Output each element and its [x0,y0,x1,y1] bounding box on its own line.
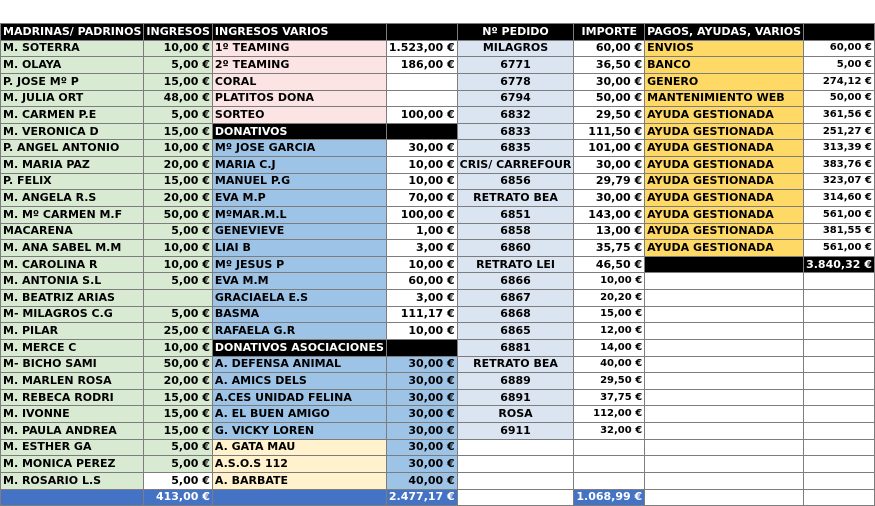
cell-col-ingresos-varios-importe[interactable]: 100,00 € [386,107,457,124]
cell-col-madrinas[interactable]: M. OLAYA [1,57,144,74]
cell-col-pedido[interactable]: 6860 [457,240,574,257]
cell-col-madrinas[interactable]: M. MONICA PEREZ [1,456,144,473]
cell-col-importe[interactable]: 29,79 € [574,173,645,190]
table-row [1,306,875,323]
cell-col-ingresos-varios-importe[interactable]: 3,00 € [386,240,457,257]
cell-col-ingresos-varios-importe[interactable]: 10,00 € [386,323,457,340]
cell-col-pagos[interactable] [645,406,804,423]
cell-col-ingresos-varios-importe[interactable]: 40,00 € [386,472,457,489]
cell-col-ingresos[interactable]: 10,00 € [144,40,213,57]
cell-col-importe[interactable]: 12,00 € [574,323,645,340]
cell-col-pagos[interactable]: AYUDA GESTIONADA [645,240,804,257]
cell-col-pedido[interactable]: 6858 [457,223,574,240]
cell-col-pedido[interactable]: 6835 [457,140,574,157]
cell-col-pagos[interactable] [645,339,804,356]
cell-col-ingresos[interactable]: 5,00 € [144,306,213,323]
cell-col-pagos-importe[interactable]: 383,76 € [804,157,875,174]
cell-col-ingresos-varios-importe[interactable]: 111,17 € [386,306,457,323]
cell-col-pagos[interactable] [645,273,804,290]
cell-col-pagos-importe[interactable]: 251,27 € [804,123,875,140]
cell-col-pagos[interactable] [645,456,804,473]
cell-col-pagos-importe[interactable] [804,423,875,440]
cell-col-pedido[interactable]: 6891 [457,389,574,406]
cell-col-pedido[interactable]: CRIS/ CARREFOUR [457,157,574,174]
cell-col-madrinas[interactable]: M. ANA SABEL M.M [1,240,144,257]
cell-col-madrinas[interactable]: M. REBECA RODRI [1,389,144,406]
cell-col-pagos[interactable] [645,439,804,456]
cell-col-ingresos[interactable]: 50,00 € [144,356,213,373]
cell-col-ingresos-varios[interactable]: MARIA C.J [212,157,386,174]
table-row [1,456,875,473]
cell-col-importe[interactable]: 20,20 € [574,290,645,307]
table-row [1,273,875,290]
cell-col-ingresos[interactable]: 5,00 € [144,273,213,290]
cell-col-ingresos[interactable]: 15,00 € [144,389,213,406]
cell-col-importe[interactable]: 60,00 € [574,40,645,57]
cell-col-ingresos-varios[interactable]: G. VICKY LOREN [212,423,386,440]
cell-col-madrinas[interactable]: M. MERCE C [1,339,144,356]
cell-col-importe[interactable]: 35,75 € [574,240,645,257]
cell-col-madrinas[interactable]: M. ROSARIO L.S [1,472,144,489]
cell-col-ingresos-varios-importe[interactable] [386,73,457,90]
cell-col-ingresos-varios[interactable]: A.CES UNIDAD FELINA [212,389,386,406]
cell-col-pedido[interactable]: 6911 [457,423,574,440]
cell-col-importe[interactable] [574,472,645,489]
table-row [1,173,875,190]
cell-col-ingresos-varios-importe[interactable]: 3,00 € [386,290,457,307]
cell-col-pedido[interactable]: RETRATO LEI [457,256,574,273]
cell-col-madrinas[interactable]: M- BICHO SAMI [1,356,144,373]
table-row [1,439,875,456]
cell-col-pagos[interactable] [645,323,804,340]
cell-col-madrinas[interactable]: M. BEATRIZ ARIAS [1,290,144,307]
cell-col-pedido[interactable] [457,456,574,473]
cell-col-importe[interactable]: 30,00 € [574,190,645,207]
cell-col-madrinas[interactable]: M. Mº CARMEN M.F [1,206,144,223]
cell-col-ingresos-varios[interactable]: DONATIVOS [212,123,386,140]
cell-col-ingresos-varios[interactable]: Mº JESUS P [212,256,386,273]
cell-col-ingresos-varios-importe[interactable]: 30,00 € [386,423,457,440]
cell-col-ingresos-varios-importe[interactable]: 100,00 € [386,206,457,223]
cell-col-ingresos-varios[interactable]: A. EL BUEN AMIGO [212,406,386,423]
cell-col-ingresos-varios-importe[interactable]: 30,00 € [386,140,457,157]
cell-col-ingresos-varios-importe[interactable]: 1.523,00 € [386,40,457,57]
cell-col-ingresos[interactable]: 15,00 € [144,123,213,140]
cell-col-pagos-importe[interactable] [804,439,875,456]
cell-col-pagos-importe[interactable]: 561,00 € [804,240,875,257]
cell-col-pagos[interactable] [645,389,804,406]
cell-col-pedido[interactable]: 6868 [457,306,574,323]
cell-col-importe[interactable]: 13,00 € [574,223,645,240]
cell-col-pagos-importe[interactable]: 561,00 € [804,206,875,223]
table-row [1,406,875,423]
cell-col-pagos-importe[interactable]: 361,56 € [804,107,875,124]
cell-col-ingresos-varios-importe[interactable]: 1,00 € [386,223,457,240]
cell-col-ingresos-varios[interactable]: SORTEO [212,107,386,124]
table-row [1,107,875,124]
table-row [1,256,875,273]
cell-col-pedido[interactable]: 6881 [457,339,574,356]
header-col-madrinas[interactable]: MADRINAS/ PADRINOS [1,24,144,41]
header-col-pagos[interactable]: PAGOS, AYUDAS, VARIOS [645,24,804,41]
cell-col-importe[interactable]: 36,50 € [574,57,645,74]
cell-col-pagos-importe[interactable]: 3.840,32 € [804,256,875,273]
cell-col-ingresos-varios-importe[interactable]: 60,00 € [386,273,457,290]
cell-col-ingresos[interactable]: 10,00 € [144,240,213,257]
cell-col-ingresos[interactable]: 5,00 € [144,223,213,240]
cell-col-madrinas[interactable]: M. SOTERRA [1,40,144,57]
header-col-ingresos[interactable]: INGRESOS [144,24,213,41]
cell-col-pagos[interactable]: AYUDA GESTIONADA [645,206,804,223]
cell-col-ingresos-varios-importe[interactable]: 30,00 € [386,356,457,373]
cell-col-importe[interactable]: 32,00 € [574,423,645,440]
cell-col-madrinas[interactable]: M. ANGELA R.S [1,190,144,207]
cell-col-pedido[interactable] [457,472,574,489]
cell-col-ingresos-varios[interactable]: A. GATA MAU [212,439,386,456]
cell-col-ingresos[interactable]: 50,00 € [144,206,213,223]
cell-col-madrinas[interactable]: M. MARIA PAZ [1,157,144,174]
cell-col-madrinas[interactable]: P. ANGEL ANTONIO [1,140,144,157]
cell-col-ingresos-varios[interactable]: PLATITOS DONA [212,90,386,107]
cell-col-ingresos-varios-importe[interactable]: 30,00 € [386,456,457,473]
cell-col-madrinas[interactable]: M. CAROLINA R [1,256,144,273]
cell-col-ingresos-varios[interactable]: DONATIVOS ASOCIACIONES [212,339,386,356]
cell-col-pagos-importe[interactable] [804,472,875,489]
cell-col-pagos[interactable] [645,423,804,440]
cell-col-pagos-importe[interactable] [804,356,875,373]
cell-col-importe[interactable] [574,456,645,473]
total-col-pagos[interactable] [645,489,804,506]
cell-col-madrinas[interactable]: M- MILAGROS C.G [1,306,144,323]
cell-col-pagos[interactable]: BANCO [645,57,804,74]
cell-col-importe[interactable]: 29,50 € [574,373,645,390]
cell-col-ingresos[interactable]: 10,00 € [144,256,213,273]
table-row [1,323,875,340]
total-col-ingresos-varios-importe[interactable]: 2.477,17 € [386,489,457,506]
cell-col-pagos-importe[interactable]: 60,00 € [804,40,875,57]
cell-col-ingresos[interactable]: 5,00 € [144,107,213,124]
table-row [1,190,875,207]
cell-col-ingresos-varios[interactable]: BASMA [212,306,386,323]
header-col-pedido[interactable]: Nº PEDIDO [457,24,574,41]
cell-col-pedido[interactable]: 6889 [457,373,574,390]
cell-col-ingresos-varios[interactable]: MºMAR.M.L [212,206,386,223]
cell-col-pagos[interactable]: AYUDA GESTIONADA [645,190,804,207]
cell-col-ingresos-varios[interactable]: MANUEL P.G [212,173,386,190]
cell-col-pedido[interactable]: RETRATO BEA [457,356,574,373]
cell-col-importe[interactable]: 15,00 € [574,306,645,323]
cell-col-ingresos-varios-importe[interactable]: 10,00 € [386,173,457,190]
cell-col-pagos[interactable] [645,290,804,307]
cell-col-ingresos-varios[interactable]: A.S.O.S 112 [212,456,386,473]
cell-col-pagos[interactable] [645,306,804,323]
total-col-importe[interactable]: 1.068,99 € [574,489,645,506]
header-col-pagos-importe[interactable] [804,24,875,41]
cell-col-madrinas[interactable]: M. PILAR [1,323,144,340]
cell-col-pagos[interactable]: AYUDA GESTIONADA [645,140,804,157]
cell-col-ingresos-varios[interactable]: CORAL [212,73,386,90]
cell-col-ingresos[interactable]: 15,00 € [144,406,213,423]
cell-col-ingresos-varios[interactable]: 2º TEAMING [212,57,386,74]
cell-col-ingresos-varios[interactable]: EVA M.P [212,190,386,207]
cell-col-ingresos[interactable]: 48,00 € [144,90,213,107]
cell-col-pagos[interactable]: ENVIOS [645,40,804,57]
table-row [1,373,875,390]
cell-col-pedido[interactable]: 6851 [457,206,574,223]
cell-col-pagos-importe[interactable]: 381,55 € [804,223,875,240]
table-row [1,73,875,90]
cell-col-madrinas[interactable]: P. FELIX [1,173,144,190]
cell-col-pagos[interactable] [645,356,804,373]
cell-col-pedido[interactable]: 6866 [457,273,574,290]
cell-col-pagos-importe[interactable]: 314,60 € [804,190,875,207]
table-row [1,223,875,240]
table-row [1,40,875,57]
cell-col-ingresos-varios-importe[interactable]: 30,00 € [386,439,457,456]
table-row [1,389,875,406]
table-row [1,206,875,223]
cell-col-pagos-importe[interactable] [804,323,875,340]
cell-col-ingresos[interactable]: 15,00 € [144,423,213,440]
cell-col-ingresos[interactable]: 5,00 € [144,57,213,74]
cell-col-pagos[interactable]: AYUDA GESTIONADA [645,123,804,140]
table-row [1,123,875,140]
cell-col-pedido[interactable]: 6771 [457,57,574,74]
cell-col-ingresos[interactable]: 20,00 € [144,373,213,390]
cell-col-ingresos-varios[interactable]: EVA M.M [212,273,386,290]
total-col-pedido[interactable] [457,489,574,506]
total-col-ingresos-varios[interactable] [212,489,386,506]
cell-col-madrinas[interactable]: M. VERONICA D [1,123,144,140]
cell-col-ingresos-varios[interactable]: A. AMICS DELS [212,373,386,390]
table-row [1,57,875,74]
cell-col-ingresos-varios-importe[interactable]: 186,00 € [386,57,457,74]
cell-col-ingresos-varios-importe[interactable]: 70,00 € [386,190,457,207]
cell-col-ingresos-varios[interactable]: LIAI B [212,240,386,257]
cell-col-pedido[interactable]: 6867 [457,290,574,307]
cell-col-ingresos[interactable]: 20,00 € [144,157,213,174]
cell-col-pagos-importe[interactable] [804,389,875,406]
cell-col-pagos-importe[interactable] [804,339,875,356]
cell-col-pagos-importe[interactable] [804,273,875,290]
cell-col-pagos-importe[interactable]: 313,39 € [804,140,875,157]
header-col-ingresos-varios-importe[interactable] [386,24,457,41]
cell-col-ingresos-varios[interactable]: A. BARBATE [212,472,386,489]
cell-col-pagos[interactable]: MANTENIMIENTO WEB [645,90,804,107]
cell-col-pagos-importe[interactable] [804,406,875,423]
cell-col-pagos-importe[interactable] [804,456,875,473]
cell-col-pagos-importe[interactable] [804,373,875,390]
table-row [1,339,875,356]
cell-col-pagos-importe[interactable]: 5,00 € [804,57,875,74]
table-row [1,290,875,307]
cell-col-ingresos[interactable] [144,290,213,307]
cell-col-pagos-importe[interactable]: 50,00 € [804,90,875,107]
header-col-ingresos-varios[interactable]: INGRESOS VARIOS [212,24,386,41]
cell-col-ingresos[interactable]: 25,00 € [144,323,213,340]
cell-col-ingresos-varios-importe[interactable]: 10,00 € [386,157,457,174]
cell-col-importe[interactable]: 14,00 € [574,339,645,356]
cell-col-pedido[interactable]: 6794 [457,90,574,107]
cell-col-importe[interactable]: 29,50 € [574,107,645,124]
cell-col-importe[interactable]: 111,50 € [574,123,645,140]
cell-col-importe[interactable]: 101,00 € [574,140,645,157]
cell-col-pedido[interactable]: 6778 [457,73,574,90]
cell-col-ingresos[interactable]: 15,00 € [144,73,213,90]
cell-col-pagos-importe[interactable] [804,306,875,323]
cell-col-pagos[interactable]: GENERO [645,73,804,90]
cell-col-madrinas[interactable]: P. JOSE Mº P [1,73,144,90]
cell-col-ingresos-varios-importe[interactable] [386,90,457,107]
cell-col-madrinas[interactable]: M. ANTONIA S.L [1,273,144,290]
cell-col-ingresos-varios-importe[interactable]: 30,00 € [386,406,457,423]
cell-col-pagos[interactable]: AYUDA GESTIONADA [645,157,804,174]
cell-col-pagos-importe[interactable] [804,290,875,307]
total-col-ingresos[interactable]: 413,00 € [144,489,213,506]
cell-col-pagos-importe[interactable]: 274,12 € [804,73,875,90]
cell-col-importe[interactable]: 112,00 € [574,406,645,423]
cell-col-importe[interactable]: 46,50 € [574,256,645,273]
cell-col-ingresos-varios[interactable]: RAFAELA G.R [212,323,386,340]
cell-col-pagos[interactable] [645,472,804,489]
cell-col-importe[interactable]: 37,75 € [574,389,645,406]
cell-col-ingresos-varios-importe[interactable] [386,123,457,140]
cell-col-madrinas[interactable]: M. CARMEN P.E [1,107,144,124]
cell-col-pedido[interactable]: RETRATO BEA [457,190,574,207]
cell-col-madrinas[interactable]: M. JULIA ORT [1,90,144,107]
cell-col-pagos[interactable]: AYUDA GESTIONADA [645,223,804,240]
cell-col-ingresos-varios-importe[interactable] [386,339,457,356]
cell-col-ingresos-varios[interactable]: A. DEFENSA ANIMAL [212,356,386,373]
cell-col-pagos[interactable] [645,373,804,390]
spreadsheet-table [0,23,875,506]
totals-row [1,489,875,506]
cell-col-ingresos-varios[interactable]: 1º TEAMING [212,40,386,57]
cell-col-importe[interactable]: 143,00 € [574,206,645,223]
table-row [1,472,875,489]
cell-col-pedido[interactable]: 6832 [457,107,574,124]
cell-col-ingresos-varios-importe[interactable]: 30,00 € [386,389,457,406]
cell-col-pagos-importe[interactable]: 323,07 € [804,173,875,190]
cell-col-ingresos[interactable]: 10,00 € [144,140,213,157]
table-row [1,423,875,440]
table-row [1,90,875,107]
cell-col-ingresos[interactable]: 10,00 € [144,339,213,356]
table-row [1,356,875,373]
cell-col-ingresos-varios-importe[interactable]: 30,00 € [386,373,457,390]
cell-col-pedido[interactable]: 6865 [457,323,574,340]
cell-col-ingresos[interactable]: 20,00 € [144,190,213,207]
total-col-madrinas[interactable] [1,489,144,506]
cell-col-ingresos[interactable]: 5,00 € [144,439,213,456]
cell-col-ingresos[interactable]: 5,00 € [144,472,213,489]
cell-col-importe[interactable]: 30,00 € [574,157,645,174]
cell-col-pedido[interactable]: MILAGROS [457,40,574,57]
table-row [1,157,875,174]
cell-col-ingresos-varios[interactable]: GENEVIEVE [212,223,386,240]
cell-col-madrinas[interactable]: M. ESTHER GA [1,439,144,456]
header-col-importe[interactable]: IMPORTE [574,24,645,41]
cell-col-pedido[interactable]: 6856 [457,173,574,190]
cell-col-pagos[interactable] [645,256,804,273]
cell-col-importe[interactable]: 40,00 € [574,356,645,373]
total-col-pagos-importe[interactable] [804,489,875,506]
cell-col-importe[interactable]: 50,00 € [574,90,645,107]
cell-col-ingresos-varios-importe[interactable]: 10,00 € [386,256,457,273]
table-row [1,140,875,157]
cell-col-ingresos[interactable]: 15,00 € [144,173,213,190]
cell-col-madrinas[interactable]: MACARENA [1,223,144,240]
cell-col-importe[interactable] [574,439,645,456]
cell-col-pedido[interactable] [457,439,574,456]
cell-col-ingresos-varios[interactable]: Mº JOSE GARCIA [212,140,386,157]
cell-col-madrinas[interactable]: M. PAULA ANDREA [1,423,144,440]
cell-col-ingresos-varios[interactable]: GRACIAELA E.S [212,290,386,307]
cell-col-importe[interactable]: 10,00 € [574,273,645,290]
cell-col-madrinas[interactable]: M. MARLEN ROSA [1,373,144,390]
table-row [1,240,875,257]
cell-col-pedido[interactable]: ROSA [457,406,574,423]
cell-col-importe[interactable]: 30,00 € [574,73,645,90]
header-row [1,24,875,41]
cell-col-madrinas[interactable]: M. IVONNE [1,406,144,423]
cell-col-ingresos[interactable]: 5,00 € [144,456,213,473]
cell-col-pagos[interactable]: AYUDA GESTIONADA [645,107,804,124]
cell-col-pagos[interactable]: AYUDA GESTIONADA [645,173,804,190]
cell-col-pedido[interactable]: 6833 [457,123,574,140]
